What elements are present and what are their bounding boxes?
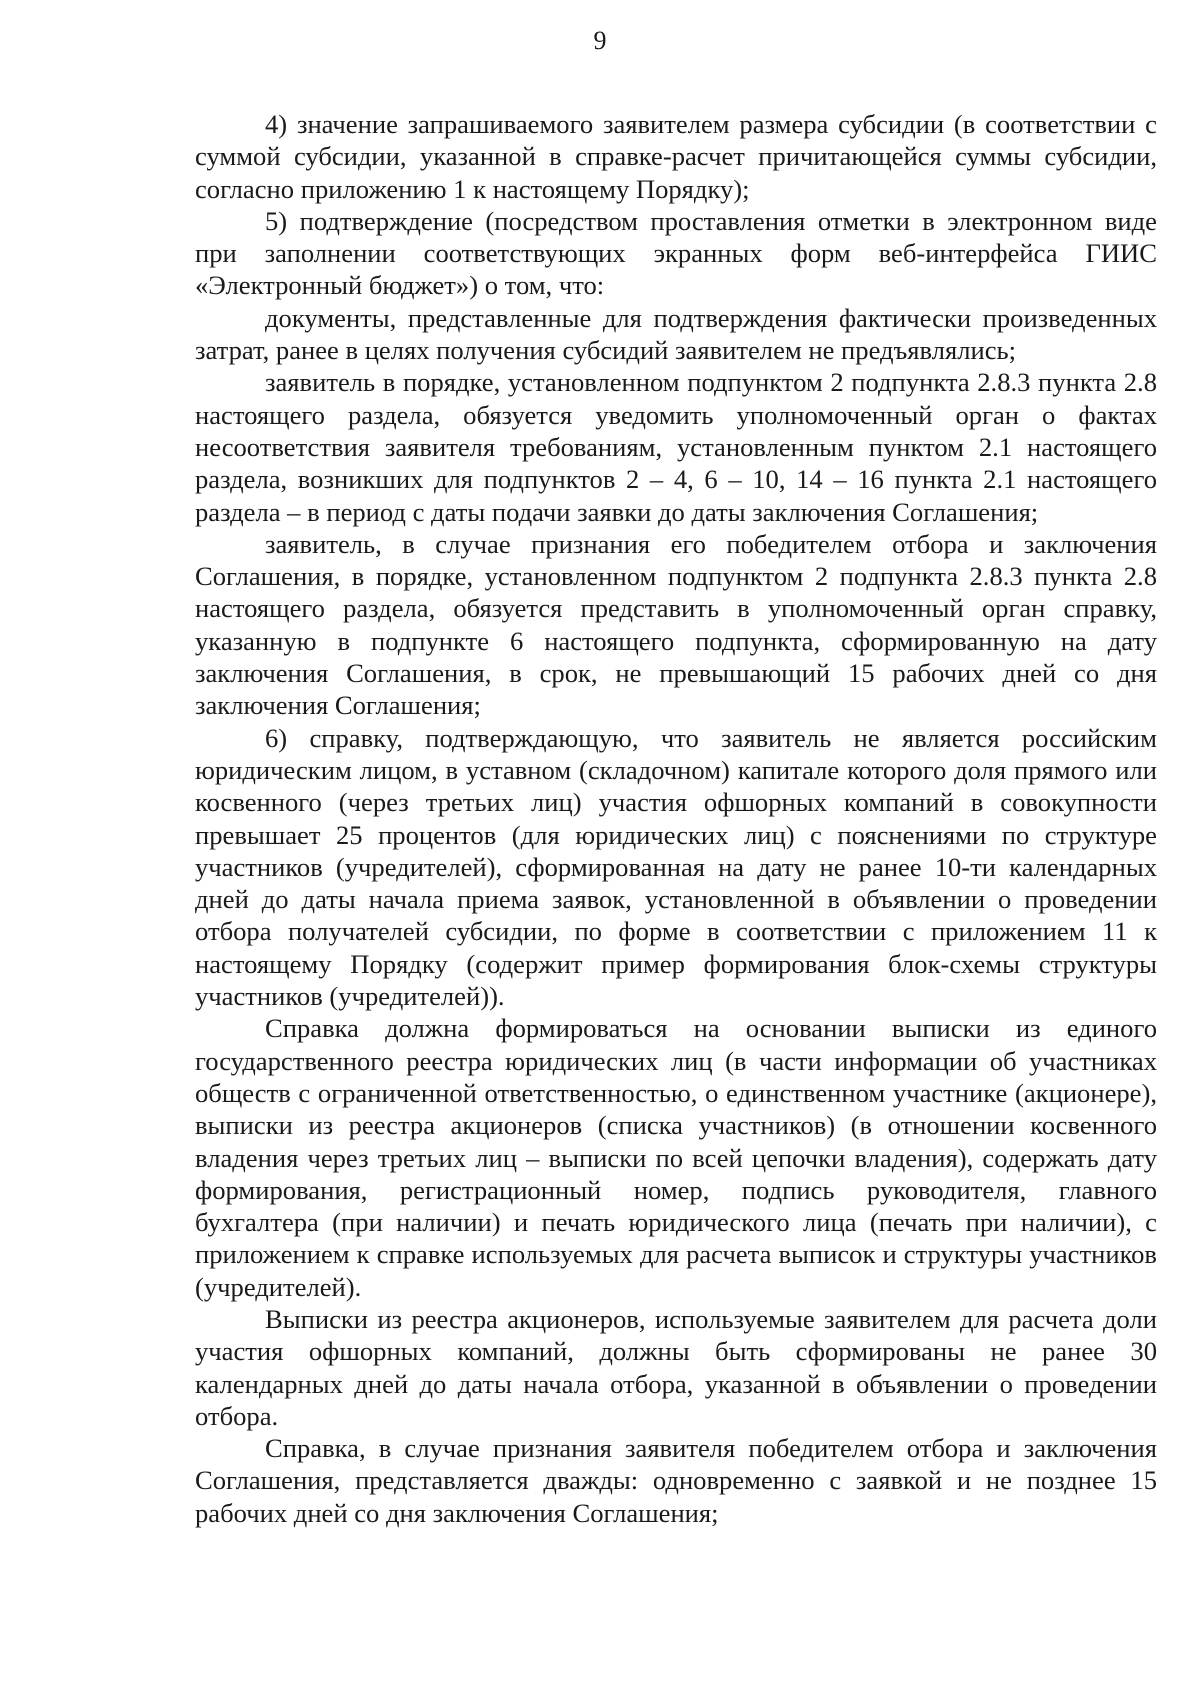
paragraph-item-5: 5) подтверждение (посредством проставления отметки в электронном виде при заполнении соответствующих экранных форм веб-интерфейса ГИИС «Электронный бюджет») о том, что:: [195, 205, 1157, 301]
page-number: 9: [593, 26, 607, 55]
paragraph-documents-not-presented: документы, представленные для подтверждения фактически произведенных затрат, ранее в целях получения субсидий заявителем не предъявлялись;: [195, 302, 1157, 366]
document-body: [195, 108, 1157, 1529]
paragraph-applicant-notification: заявитель в порядке, установленном подпунктом 2 подпункта 2.8.3 пункта 2.8 настоящего раздела, обязуется уведомить уполномоченный орган о фактах несоответствия заявителя требованиям, установленным пунктом 2.1 настоящего раздела, возникших для подпунктов 2 – 4, 6 – 10, 14 – 16 пункта 2.1 настоящего раздела – в период с даты подачи заявки до даты заключения Соглашения;: [195, 367, 1157, 527]
paragraph-register-extracts: Выписки из реестра акционеров, используемые заявителем для расчета доли участия офшорных компаний, должны быть сформированы не ранее 30 календарных дней до даты начала отбора, указанной в объявлении о проведении отбора.: [195, 1303, 1157, 1431]
paragraph-certificate-formation: Справка должна формироваться на основании выписки из единого государственного реестра юридических лиц (в части информации об участниках обществ с ограниченной ответственностью, о единственном участнике (акционере), выписки из реестра акционеров (списка участников) (в отношении косвенного владения через третьих лиц – выписки по всей цепочки владения), содержать дату формирования, регистрационный номер, подпись руководителя, главного бухгалтера (при наличии) и печать юридического лица (печать при наличии), с приложением к справке используемых для расчета выписок и структуры участников (учредителей).: [195, 1013, 1157, 1302]
paragraph-item-6: 6) справку, подтверждающую, что заявитель не является российским юридическим лицом, в уставном (складочном) капитале которого доля прямого или косвенного (через третьих лиц) участия офшорных компаний в совокупности превышает 25 процентов (для юридических лиц) с пояснениями по структуре участников (учредителей), сформированная на дату не ранее 10-ти календарных дней до даты начала приема заявок, установленной в объявлении о проведении отбора получателей субсидии, по форме в соответствии с приложением 11 к настоящему Порядку (содержит пример формирования блок-схемы структуры участников (учредителей)).: [195, 722, 1157, 1012]
paragraph-certificate-twice: Справка, в случае признания заявителя победителем отбора и заключения Соглашения, представляется дважды: одновременно с заявкой и не позднее 15 рабочих дней со дня заключения Соглашения;: [195, 1433, 1157, 1528]
paragraph-item-4: 4) значение запрашиваемого заявителем размера субсидии (в соответствии с суммой субсидии, указанной в справке-расчет причитающейся суммы субсидии, согласно приложению 1 к настоящему Порядку);: [195, 109, 1157, 204]
paragraph-applicant-certificate: заявитель, в случае признания его победителем отбора и заключения Соглашения, в порядке, установленном подпунктом 2 подпункта 2.8.3 пункта 2.8 настоящего раздела, обязуется представить в уполномоченный орган справку, указанную в подпункте 6 настоящего подпункта, сформированную на дату заключения Соглашения, в срок, не превышающий 15 рабочих дней со дня заключения Соглашения;: [195, 528, 1157, 721]
